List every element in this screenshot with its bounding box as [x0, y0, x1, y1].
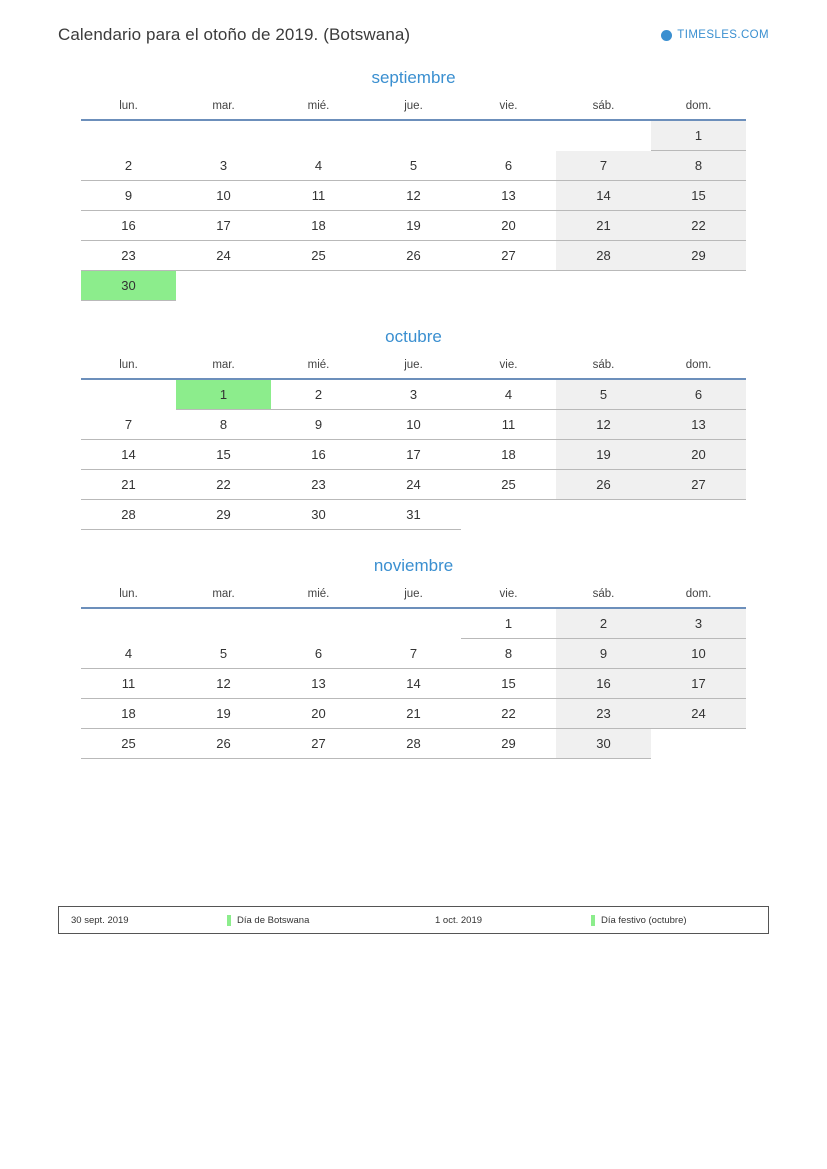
weekday-header-row: [81, 94, 746, 120]
day-cell[interactable]: [271, 181, 366, 211]
day-cell[interactable]: [651, 669, 746, 699]
day-number: 1: [694, 128, 703, 143]
day-number: 8: [694, 158, 703, 173]
week-row: [81, 669, 746, 699]
day-cell[interactable]: [461, 151, 556, 181]
day-cell[interactable]: [651, 379, 746, 410]
day-number: 14: [596, 188, 611, 203]
day-number: 29: [216, 507, 231, 522]
day-cell[interactable]: [81, 500, 176, 530]
day-number: 21: [406, 706, 421, 721]
day-cell-empty: [556, 120, 651, 151]
day-cell[interactable]: [461, 470, 556, 500]
day-number: 23: [596, 706, 611, 721]
day-cell[interactable]: [271, 440, 366, 470]
day-number: 3: [694, 616, 703, 631]
day-cell[interactable]: [461, 379, 556, 410]
day-cell[interactable]: [556, 470, 651, 500]
day-cell[interactable]: [271, 500, 366, 530]
day-number: 7: [124, 416, 133, 432]
day-number: 25: [121, 736, 136, 751]
holiday-color-swatch-icon: [227, 915, 231, 926]
day-number: 2: [314, 387, 323, 402]
day-number: 6: [694, 387, 703, 402]
day-number: 7: [599, 157, 608, 173]
day-cell[interactable]: [366, 729, 461, 759]
weekday-header: mié.: [271, 582, 366, 608]
month-block: [58, 550, 769, 759]
day-number: 23: [311, 477, 326, 492]
day-number: 9: [314, 417, 323, 432]
week-row: [81, 410, 746, 440]
day-number: 7: [409, 645, 418, 661]
day-cell-empty: [461, 120, 556, 151]
day-number: 5: [599, 387, 608, 402]
day-number: 20: [691, 447, 706, 462]
day-number: 30: [121, 278, 136, 293]
day-cell[interactable]: [366, 211, 461, 241]
week-row: [81, 120, 746, 151]
day-cell-empty: [176, 608, 271, 639]
day-cell-empty: [651, 500, 746, 530]
day-number: 10: [691, 646, 706, 661]
day-number: 22: [691, 218, 706, 233]
day-number: 13: [501, 188, 516, 203]
day-cell-empty: [366, 608, 461, 639]
day-cell[interactable]: [81, 470, 176, 500]
month-title: septiembre: [371, 68, 456, 87]
day-number: 13: [691, 417, 706, 432]
week-row: [81, 470, 746, 500]
day-cell[interactable]: [176, 470, 271, 500]
day-number: 19: [406, 218, 421, 233]
day-number: 27: [691, 477, 706, 492]
day-cell[interactable]: [461, 241, 556, 271]
day-number: 19: [216, 706, 231, 721]
day-number: 3: [219, 157, 228, 173]
day-cell[interactable]: [176, 729, 271, 759]
day-cell-empty: [461, 271, 556, 301]
weekday-header: vie.: [461, 94, 556, 120]
weekday-header-row: [81, 353, 746, 379]
day-number: 15: [216, 447, 231, 462]
day-number: 10: [216, 188, 231, 203]
legend-label: Día de Botswana: [237, 914, 310, 926]
day-cell[interactable]: [461, 440, 556, 470]
day-cell[interactable]: [176, 410, 271, 440]
circle-logo-icon: [661, 30, 672, 41]
day-cell[interactable]: [176, 151, 271, 181]
day-cell-empty: [461, 500, 556, 530]
day-cell[interactable]: [461, 608, 556, 639]
day-number: 20: [311, 706, 326, 721]
day-cell[interactable]: [271, 241, 366, 271]
day-cell[interactable]: [556, 410, 651, 440]
day-cell[interactable]: [81, 410, 176, 440]
legend-item: [423, 915, 787, 926]
day-cell[interactable]: [556, 639, 651, 669]
day-cell[interactable]: [556, 440, 651, 470]
legend-item: [59, 915, 423, 926]
day-number: 19: [596, 447, 611, 462]
day-number: 4: [314, 157, 323, 173]
day-number: 11: [311, 188, 326, 203]
day-number: 1: [219, 387, 228, 402]
day-cell[interactable]: [366, 379, 461, 410]
day-number: 12: [406, 188, 421, 203]
day-cell[interactable]: [271, 669, 366, 699]
day-cell[interactable]: [651, 241, 746, 271]
day-cell-holiday[interactable]: [81, 271, 176, 301]
day-cell[interactable]: [651, 151, 746, 181]
day-number: 18: [501, 447, 516, 462]
day-number: 26: [596, 477, 611, 492]
day-number: 10: [406, 417, 421, 432]
weekday-header: sáb.: [556, 353, 651, 379]
day-cell[interactable]: [461, 669, 556, 699]
day-cell[interactable]: [556, 211, 651, 241]
weekday-header: lun.: [81, 582, 176, 608]
day-cell[interactable]: [81, 151, 176, 181]
day-number: 25: [311, 248, 326, 263]
day-number: 6: [504, 157, 513, 173]
day-cell[interactable]: [271, 211, 366, 241]
weekday-header: mié.: [271, 94, 366, 120]
day-number: 16: [596, 676, 611, 691]
day-cell[interactable]: [271, 410, 366, 440]
day-number: 30: [311, 507, 326, 522]
week-row: [81, 699, 746, 729]
month-table: [81, 353, 746, 530]
day-cell[interactable]: [366, 669, 461, 699]
day-cell-empty: [651, 729, 746, 759]
weekday-header: jue.: [366, 94, 461, 120]
week-row: [81, 608, 746, 639]
week-row: [81, 729, 746, 759]
day-cell[interactable]: [81, 181, 176, 211]
weekday-header: dom.: [651, 94, 746, 120]
day-number: 16: [311, 447, 326, 462]
day-number: 22: [216, 477, 231, 492]
day-cell[interactable]: [651, 120, 746, 151]
day-number: 3: [409, 387, 418, 402]
calendar-months: [58, 62, 769, 779]
week-row: [81, 440, 746, 470]
day-number: 28: [406, 736, 421, 751]
week-row: [81, 639, 746, 669]
week-row: [81, 181, 746, 211]
weekday-header: mar.: [176, 353, 271, 379]
day-number: 18: [121, 706, 136, 721]
weekday-header: sáb.: [556, 94, 651, 120]
weekday-header: mié.: [271, 353, 366, 379]
day-cell[interactable]: [556, 379, 651, 410]
day-cell[interactable]: [651, 608, 746, 639]
day-number: 6: [314, 645, 323, 661]
day-cell[interactable]: [366, 639, 461, 669]
day-cell[interactable]: [366, 181, 461, 211]
legend-date: 1 oct. 2019: [435, 914, 483, 926]
day-cell[interactable]: [176, 699, 271, 729]
day-cell[interactable]: [461, 699, 556, 729]
day-number: 25: [501, 477, 516, 492]
weekday-header: lun.: [81, 94, 176, 120]
day-number: 5: [219, 645, 228, 661]
legend-label: Día festivo (octubre): [601, 914, 687, 926]
weekday-header: vie.: [461, 582, 556, 608]
day-cell[interactable]: [461, 639, 556, 669]
day-number: 21: [596, 218, 611, 233]
day-cell-empty: [176, 271, 271, 301]
day-number: 9: [124, 188, 133, 203]
month-table: [81, 94, 746, 301]
day-cell[interactable]: [366, 500, 461, 530]
day-number: 28: [121, 507, 136, 522]
week-row: [81, 211, 746, 241]
day-number: 21: [121, 477, 136, 492]
day-cell[interactable]: [81, 211, 176, 241]
day-number: 8: [219, 417, 228, 432]
day-number: 11: [121, 676, 136, 691]
day-number: 9: [599, 646, 608, 661]
day-cell-empty: [271, 120, 366, 151]
day-number: 5: [409, 157, 418, 173]
month-block: [58, 321, 769, 530]
page-header: [58, 20, 769, 50]
day-number: 24: [406, 477, 421, 492]
day-cell-empty: [81, 608, 176, 639]
day-cell[interactable]: [461, 410, 556, 440]
day-cell[interactable]: [366, 410, 461, 440]
day-cell[interactable]: [556, 729, 651, 759]
brand-label: TIMESLES.COM: [677, 29, 769, 41]
day-number: 27: [501, 248, 516, 263]
holiday-color-swatch-icon: [591, 915, 595, 926]
weekday-header: vie.: [461, 353, 556, 379]
day-number: 29: [691, 248, 706, 263]
week-row: [81, 151, 746, 181]
week-row: [81, 271, 746, 301]
day-cell[interactable]: [556, 241, 651, 271]
day-cell[interactable]: [271, 729, 366, 759]
weekday-header: sáb.: [556, 582, 651, 608]
day-number: 2: [599, 616, 608, 631]
day-cell[interactable]: [271, 151, 366, 181]
day-cell[interactable]: [651, 410, 746, 440]
day-number: 22: [501, 706, 516, 721]
weekday-header: mar.: [176, 582, 271, 608]
month-block: [58, 62, 769, 301]
week-row: [81, 379, 746, 410]
site-brand[interactable]: [661, 29, 769, 41]
day-cell[interactable]: [176, 241, 271, 271]
day-number: 15: [691, 188, 706, 203]
month-title: octubre: [385, 327, 442, 346]
day-number: 14: [406, 676, 421, 691]
day-number: 24: [216, 248, 231, 263]
day-number: 1: [504, 616, 513, 631]
month-title: noviembre: [373, 556, 454, 575]
day-cell[interactable]: [651, 181, 746, 211]
weekday-header: jue.: [366, 353, 461, 379]
day-cell[interactable]: [271, 379, 366, 410]
day-number: 12: [216, 676, 231, 691]
day-cell-empty: [271, 271, 366, 301]
day-cell-empty: [176, 120, 271, 151]
day-cell-empty: [556, 271, 651, 301]
week-row: [81, 241, 746, 271]
day-cell-holiday[interactable]: [176, 379, 271, 410]
day-cell[interactable]: [651, 470, 746, 500]
legend-date: 30 sept. 2019: [71, 914, 129, 926]
day-cell[interactable]: [651, 699, 746, 729]
day-cell[interactable]: [461, 729, 556, 759]
day-cell[interactable]: [556, 669, 651, 699]
day-number: 4: [124, 645, 133, 661]
day-cell[interactable]: [176, 639, 271, 669]
day-cell[interactable]: [556, 608, 651, 639]
weekday-header: dom.: [651, 582, 746, 608]
day-cell[interactable]: [461, 211, 556, 241]
day-cell[interactable]: [81, 669, 176, 699]
day-number: 15: [501, 676, 516, 691]
day-cell[interactable]: [81, 699, 176, 729]
day-cell[interactable]: [556, 151, 651, 181]
day-number: 29: [501, 736, 516, 751]
day-number: 16: [121, 218, 136, 233]
weekday-header: mar.: [176, 94, 271, 120]
weekday-header-row: [81, 582, 746, 608]
day-number: 24: [691, 706, 706, 721]
day-cell[interactable]: [366, 699, 461, 729]
day-cell[interactable]: [176, 181, 271, 211]
day-number: 27: [311, 736, 326, 751]
day-number: 26: [406, 248, 421, 263]
day-cell[interactable]: [176, 500, 271, 530]
weekday-header: lun.: [81, 353, 176, 379]
day-number: 12: [596, 417, 611, 432]
day-cell-empty: [366, 271, 461, 301]
day-cell[interactable]: [176, 211, 271, 241]
day-cell[interactable]: [366, 151, 461, 181]
day-cell[interactable]: [556, 181, 651, 211]
day-cell[interactable]: [271, 699, 366, 729]
day-cell[interactable]: [651, 639, 746, 669]
day-cell[interactable]: [81, 639, 176, 669]
day-number: 11: [501, 417, 516, 432]
day-number: 8: [504, 646, 513, 661]
day-cell[interactable]: [176, 669, 271, 699]
day-number: 4: [504, 387, 513, 402]
legend-bar: [58, 906, 769, 934]
day-number: 17: [406, 447, 421, 462]
weekday-header: jue.: [366, 582, 461, 608]
day-cell-empty: [651, 271, 746, 301]
day-number: 30: [596, 736, 611, 751]
day-number: 18: [311, 218, 326, 233]
day-number: 23: [121, 248, 136, 263]
day-number: 14: [121, 447, 136, 462]
day-number: 20: [501, 218, 516, 233]
page-title: Calendario para el otoño de 2019. (Botswana): [58, 25, 411, 44]
day-cell-empty: [81, 379, 176, 410]
day-cell-empty: [556, 500, 651, 530]
day-cell-empty: [366, 120, 461, 151]
day-cell[interactable]: [461, 181, 556, 211]
day-cell[interactable]: [271, 470, 366, 500]
weekday-header: dom.: [651, 353, 746, 379]
day-cell[interactable]: [176, 440, 271, 470]
day-cell[interactable]: [271, 639, 366, 669]
week-row: [81, 500, 746, 530]
day-cell-empty: [271, 608, 366, 639]
day-number: 31: [406, 507, 421, 522]
day-cell[interactable]: [366, 440, 461, 470]
day-cell-empty: [81, 120, 176, 151]
day-cell[interactable]: [81, 440, 176, 470]
day-cell[interactable]: [651, 211, 746, 241]
day-number: 13: [311, 676, 326, 691]
day-cell[interactable]: [366, 241, 461, 271]
day-cell[interactable]: [81, 729, 176, 759]
day-cell[interactable]: [556, 699, 651, 729]
day-number: 26: [216, 736, 231, 751]
day-number: 28: [596, 248, 611, 263]
month-table: [81, 582, 746, 759]
day-cell[interactable]: [366, 470, 461, 500]
day-cell[interactable]: [651, 440, 746, 470]
day-number: 17: [216, 218, 231, 233]
day-cell[interactable]: [81, 241, 176, 271]
day-number: 17: [691, 676, 706, 691]
day-number: 2: [124, 157, 133, 173]
